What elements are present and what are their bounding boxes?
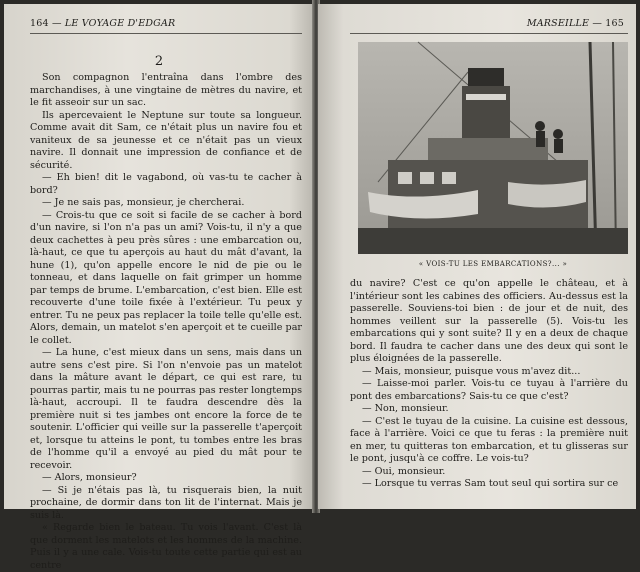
paragraph: — Lorsque tu verras Sam tout seul qui sortira sur ce — [362, 478, 619, 489]
paragraph: Son compagnon l'entraîna dans l'ombre des marchandises, à une vingtaine de mètres du navire, et le fit asseoir sur un sac. — [30, 72, 302, 108]
paragraph: — Alors, monsieur? — [42, 472, 137, 483]
right-page — [318, 4, 636, 509]
left-page-header — [30, 18, 175, 29]
paragraph: « Regarde bien le bateau. Tu vois l'avant. C'est là que dorment les matelots et les hommes de la machine. Puis il y a une cale. Vois-tu toute cette partie qui est au centre — [30, 522, 302, 571]
paragraph: — Je ne sais pas, monsieur, je chercherai. — [42, 197, 245, 208]
left-body-text — [30, 72, 302, 572]
paragraph: — Mais, monsieur, puisque vous m'avez dit... — [362, 365, 581, 377]
left-running-title: — LE VOYAGE D'EDGAR — [51, 18, 176, 29]
paragraph: — Non, monsieur. — [362, 403, 449, 414]
paragraph: — Laisse-moi parler. Vois-tu ce tuyau à l'arrière du pont des embarcations? Sais-tu ce que c'est? — [350, 378, 628, 402]
chapter-number: 2 — [154, 54, 164, 69]
photo-caption: « VOIS-TU LES EMBARCATIONS?... » — [418, 260, 568, 268]
paragraph: Ils apercevaient le Neptune sur toute sa longueur. Comme avait dit Sam, ce n'était plus un navire fou et vaniteux de sa jeunesse et ce n'était pas un vieux navire. Il donnait une impression de confiance et de sécurité. — [30, 109, 302, 171]
right-page-number: 165 — [605, 18, 624, 29]
right-page-header — [527, 18, 624, 29]
paragraph: — Crois-tu que ce soit si facile de se cacher à bord d'un navire, si l'on n'a pas un ami? Vois-tu, il n'y a que deux cachettes à peu près sûres : une embarcation ou, là-haut, ce que tu aperçois au haut du mât d'avant, la hune (1), qu'on appelle encore le nid de pie ou le tonneau, et dans laquelle on fait grimper un homme par temps de brume. L'embarcation, c'est bien. Elle est recouverte d'une toile fixée à l'extérieur. Tu peux y entrer. Tu ne peux pas replacer la toile telle qu'elle est. Alors, demain, un matelot s'en aperçoit et te cueille par le collet. — [30, 209, 302, 346]
ship-photograph-image — [358, 42, 628, 254]
paragraph: — Eh bien! dit le vagabond, où vas-tu te cacher à bord? — [30, 172, 302, 196]
left-page — [4, 4, 314, 571]
ship-photograph — [358, 42, 628, 254]
paragraph: — Si je n'étais pas là, tu risquerais bien, la nuit prochaine, de dormir dans ton lit de l'internat. Mais je suis là. — [30, 484, 302, 521]
header-rule — [350, 33, 628, 34]
right-body-text — [350, 278, 628, 491]
paragraph: du navire? C'est ce qu'on appelle le château, et à l'intérieur sont les cabines des officiers. Au-dessus est la passerelle. Souviens-toi bien : de jour et de nuit, des hommes veillent sur la passerelle (5). Vois-tu les embarcations qui y sont suite? Il y en a deux de chaque bord. Il faudra te cacher dans une des deux qui sont le plus éloignées de la passerelle. — [350, 278, 628, 364]
right-running-title: MARSEILLE — — [526, 18, 603, 29]
paragraph: — Oui, monsieur. — [362, 465, 446, 477]
paragraph: — La hune, c'est mieux dans un sens, mais dans un autre sens c'est pire. Si l'on n'envoie pas un matelot dans la mâture avant le départ, ce qui est rare, tu pourras partir, mais tu ne pourras pas rester longtemps là-haut, accroupi. Il te faudra descendre dès la première nuit si tes jambes ont encore la force de te soutenir. L'officier qui veille sur la passerelle t'aperçoit et, lorsque tu atteins le pont, tu tombes entre les bras de l'homme qu'il a envoyé au pied du mât pour te recevoir. — [30, 347, 302, 471]
left-page-number: 164 — [30, 18, 49, 29]
header-rule — [30, 33, 302, 34]
paragraph: — C'est le tuyau de la cuisine. La cuisine est dessous, face à l'arrière. Voici ce que tu feras : la première nuit en mer, tu quitteras ton embarcation, et tu glisseras sur le pont, jusqu'à ce coffre. Le vois-tu? — [350, 415, 628, 464]
